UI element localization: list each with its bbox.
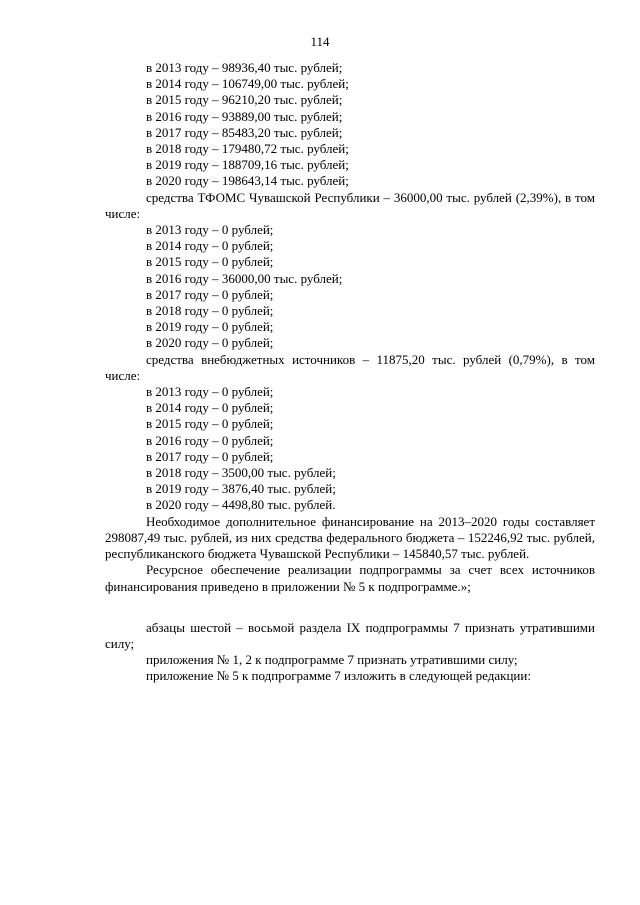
tfoms-years-list <box>105 222 595 352</box>
list-item: в 2018 году – 179480,72 тыс. рублей; <box>146 141 349 157</box>
page-number: 114 <box>310 34 330 49</box>
list-item: в 2016 году – 0 рублей; <box>146 432 274 448</box>
list-item: в 2013 году – 0 рублей; <box>146 222 274 238</box>
extrabudget-paragraph: средства внебюджетных источников – 11875,20 тыс. рублей (0,79%), в том числе: <box>105 351 595 383</box>
list-item: в 2018 году – 0 рублей; <box>146 303 274 319</box>
list-item: в 2014 году – 0 рублей; <box>146 400 274 416</box>
list-item: в 2020 году – 198643,14 тыс. рублей; <box>146 173 349 189</box>
invalidate-paragraphs-paragraph: абзацы шестой – восьмой раздела IX подпрограммы 7 признать утратившими силу; <box>105 619 595 651</box>
resource-provision-paragraph: Ресурсное обеспечение реализации подпрограммы за счет всех источников финансирования приведено в приложении № 5 к подпрограмме.»; <box>105 562 595 594</box>
additional-funding-paragraph: Необходимое дополнительное финансирование на 2013–2020 годы составляет 298087,49 тыс. рублей, из них средства федерального бюджета – 152246,92 тыс. рублей, республиканского бюджета Чувашской Республики – 145840,57 тыс. рублей. <box>105 513 595 562</box>
list-item: в 2015 году – 96210,20 тыс. рублей; <box>146 92 343 108</box>
list-item: в 2015 году – 0 рублей; <box>146 254 274 270</box>
federal-budget-years-list <box>105 60 595 190</box>
list-item: в 2018 году – 3500,00 тыс. рублей; <box>146 465 336 481</box>
list-item: в 2015 году – 0 рублей; <box>146 416 274 432</box>
list-item: в 2020 году – 4498,80 тыс. рублей. <box>146 497 336 513</box>
document-body <box>105 60 595 685</box>
extrabudget-years-list <box>105 384 595 514</box>
list-item: в 2016 году – 36000,00 тыс. рублей; <box>146 270 343 286</box>
list-item: в 2016 году – 93889,00 тыс. рублей; <box>146 108 343 124</box>
list-item: в 2020 году – 0 рублей; <box>146 335 274 351</box>
list-item: в 2019 году – 0 рублей; <box>146 319 274 335</box>
tfoms-paragraph: средства ТФОМС Чувашской Республики – 36000,00 тыс. рублей (2,39%), в том числе: <box>105 189 595 221</box>
list-item: в 2017 году – 0 рублей; <box>146 448 274 464</box>
invalidate-appendices-paragraph: приложения № 1, 2 к подпрограмме 7 признать утратившими силу; <box>146 652 518 668</box>
list-item: в 2019 году – 3876,40 тыс. рублей; <box>146 481 336 497</box>
list-item: в 2013 году – 98936,40 тыс. рублей; <box>146 60 343 75</box>
list-item: в 2017 году – 85483,20 тыс. рублей; <box>146 124 343 140</box>
appendix-5-paragraph: приложение № 5 к подпрограмме 7 изложить в следующей редакции: <box>146 668 531 684</box>
list-item: в 2017 году – 0 рублей; <box>146 286 274 302</box>
list-item: в 2014 году – 106749,00 тыс. рублей; <box>146 76 349 92</box>
list-item: в 2013 году – 0 рублей; <box>146 384 274 400</box>
section-spacer <box>105 595 595 620</box>
list-item: в 2014 году – 0 рублей; <box>146 238 274 254</box>
list-item: в 2019 году – 188709,16 тыс. рублей; <box>146 157 349 173</box>
